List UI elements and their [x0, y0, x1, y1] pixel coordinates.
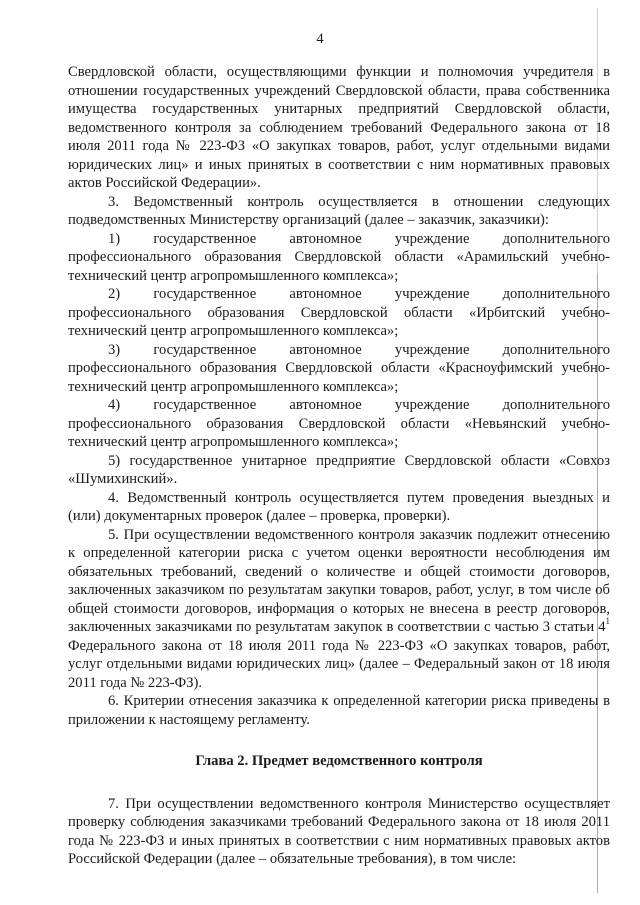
- paragraph-4: 4. Ведомственный контроль осуществляется путем проведения выездных и (или) документарных проверок (далее – проверка, проверки).: [68, 489, 610, 524]
- paragraph-5-text-a: 5. При осуществлении ведомственного контроля заказчик подлежит отнесению к определенной категории риска с учетом оценки вероятности несоблюдения им обязательных требований, сведений о количестве и общей стоимости договоров, заключенных заказчиком по результатам закупки товаров, работ, услуг, в том числе об общей стоимости договоров, информация о которых не внесена в реестр договоров, заключенных заказчиками по результатам закупок в соответствии с частью 3 статьи 4: [68, 526, 610, 635]
- paragraph-6: 6. Критерии отнесения заказчика к определенной категории риска приведены в приложении к настоящему регламенту.: [68, 693, 610, 728]
- paragraph-intro-continuation: Свердловской области, осуществляющими функции и полномочия учредителя в отношении государственных учреждений Свердловской области, права собственника имущества государственных унитарных предприятий Свердловской области, ведомственного контроля за соблюдением требований Федерального закона от 18 июля 2011 года № 223-ФЗ «О закупках товаров, работ, услуг отдельными видами юридических лиц» и иных принятых в соответствии с ним нормативных правовых актов Российской Федерации».: [68, 64, 610, 191]
- page-number: 4: [316, 31, 324, 47]
- paragraph-5-superscript: 1: [605, 616, 610, 627]
- chapter-2-heading: Глава 2. Предмет ведомственного контроля: [195, 753, 483, 769]
- list-item-3-4: 4) государственное автономное учреждение дополнительного профессионального образования Свердловской области «Невьянский учебно-технический центр агропромышленного комплекса»;: [68, 397, 610, 450]
- paragraph-7: 7. При осуществлении ведомственного контроля Министерство осуществляет проверку соблюдения заказчиками требований Федерального закона от 18 июля 2011 года № 223-ФЗ и иных принятых в соответствии с ним нормативных правовых актов Российской Федерации (далее – обязательные требования), в том числе:: [68, 795, 610, 867]
- list-item-3-1: 1) государственное автономное учреждение дополнительного профессионального образования Свердловской области «Арамильский учебно-технический центр агропромышленного комплекса»;: [68, 230, 610, 284]
- document-body: [68, 63, 610, 869]
- list-item-3-3: 3) государственное автономное учреждение дополнительного профессионального образования Свердловской области «Красноуфимский учебно-технический центр агропромышленного комплекса»;: [68, 341, 610, 395]
- list-item-3-2: 2) государственное автономное учреждение дополнительного профессионального образования Свердловской области «Ирбитский учебно-технический центр агропромышленного комплекса»;: [68, 286, 610, 339]
- paragraph-5: [68, 526, 610, 693]
- list-item-3-5: 5) государственное унитарное предприятие Свердловской области «Совхоз «Шумихинский».: [68, 452, 610, 487]
- paragraph-3: 3. Ведомственный контроль осуществляется в отношении следующих подведомственных Министерству организаций (далее – заказчик, заказчики):: [68, 193, 610, 228]
- paragraph-5-text-b: Федерального закона от 18 июля 2011 года № 223-ФЗ «О закупках товаров, работ, услуг отдельными видами юридических лиц» (далее – Федеральный закон от 18 июля 2011 года № 223-ФЗ).: [68, 637, 610, 691]
